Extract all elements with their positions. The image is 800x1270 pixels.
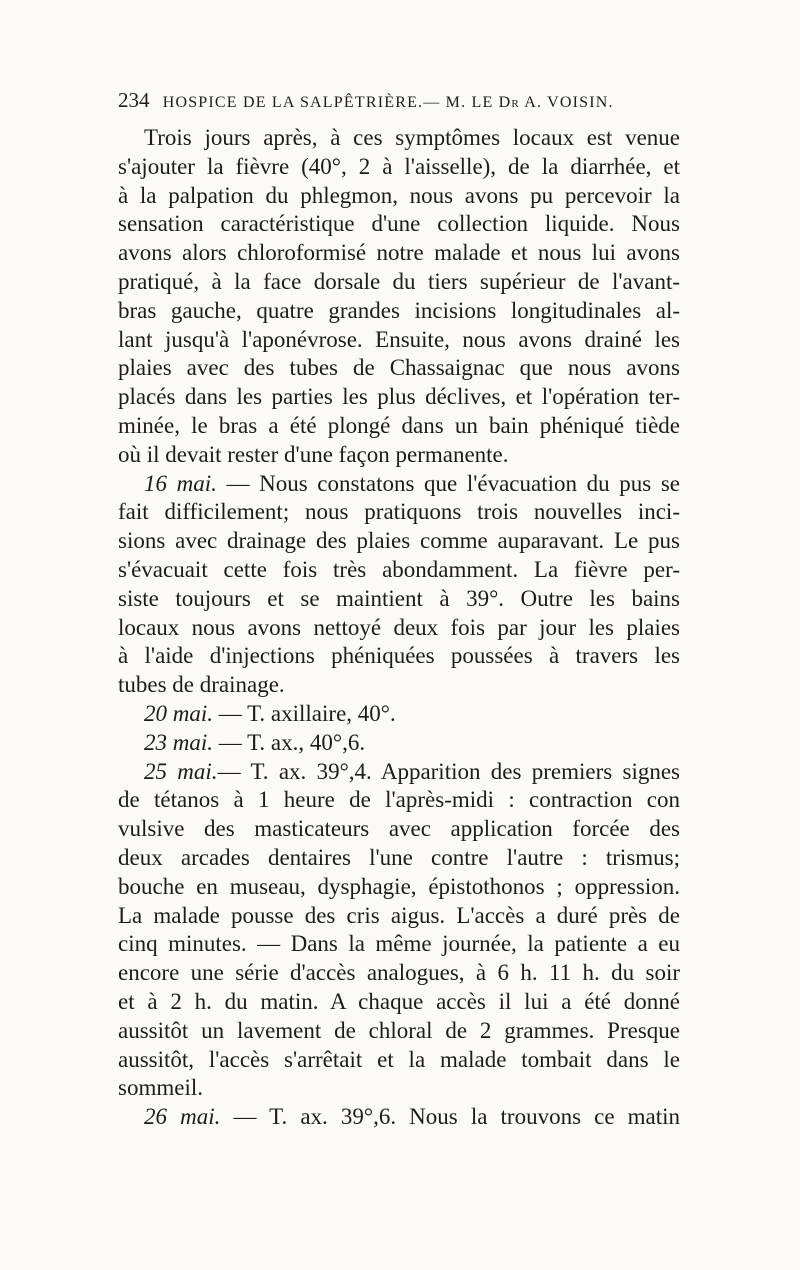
- line-text: sommeil.: [118, 1075, 203, 1101]
- entry-date: 26 mai.: [144, 1104, 221, 1130]
- line-text: fait difficilement; nous pratiquons trois nouvelles inci-: [118, 499, 680, 525]
- text-line: [118, 210, 680, 239]
- text-line: [118, 844, 680, 873]
- line-text: deux arcades dentaires l'une contre l'autre : trismus;: [118, 844, 680, 870]
- text-line: [118, 988, 680, 1017]
- line-text: — T. ax. 39°,6. Nous la trouvons ce matin: [220, 1104, 681, 1130]
- text-line: [118, 1046, 680, 1075]
- page-number: 234: [118, 88, 150, 112]
- text-line: [118, 786, 680, 815]
- dated-entry-line: [118, 729, 680, 758]
- entry-date: 16 mai.: [144, 470, 217, 496]
- text-line: [118, 153, 680, 182]
- text-line: [118, 556, 680, 585]
- text-line: [118, 527, 680, 556]
- line-text: où il devait rester d'une façon permanente.: [118, 441, 509, 467]
- text-line: [118, 268, 680, 297]
- line-text: pratiqué, à la face dorsale du tiers supérieur de l'avant-: [118, 268, 680, 294]
- line-text: La malade pousse des cris aigus. L'accès a duré près de: [118, 902, 680, 928]
- line-text: vulsive des masticateurs avec application forcée des: [118, 816, 680, 842]
- line-text: bras gauche, quatre grandes incisions longitudinales al-: [118, 297, 680, 323]
- text-line: [118, 498, 680, 527]
- text-line: [118, 815, 680, 844]
- dated-entry-line: [118, 758, 680, 787]
- running-title: HOSPICE DE LA SALPÊTRIÈRE.— M. LE Dr A. VOISIN.: [162, 94, 614, 111]
- text-line: [118, 642, 680, 671]
- line-text: minée, le bras a été plongé dans un bain phéniqué tiède: [118, 412, 680, 438]
- entry-date: 25 mai.: [144, 758, 218, 784]
- line-text: avons alors chloroformisé notre malade et nous lui avons: [118, 240, 680, 266]
- line-text: à la palpation du phlegmon, nous avons pu percevoir la: [118, 182, 680, 208]
- entry-date: 23 mai.: [144, 729, 213, 755]
- dated-entry-line: [118, 470, 680, 499]
- text-line: [118, 585, 680, 614]
- body-text: [118, 124, 680, 1132]
- line-text: sions avec drainage des plaies comme auparavant. Le pus: [118, 528, 680, 554]
- dated-entry-line: [118, 1103, 680, 1132]
- line-text: Trois jours après, à ces symptômes locaux est venue: [144, 125, 680, 150]
- line-text: — T. ax., 40°,6.: [213, 729, 366, 755]
- text-line: [118, 873, 680, 902]
- line-text: encore une série d'accès analogues, à 6 h. 11 h. du soir: [118, 960, 680, 986]
- dated-entry-line: [118, 700, 680, 729]
- text-line: [118, 1017, 680, 1046]
- line-text: tubes de drainage.: [118, 672, 285, 698]
- line-text: de tétanos à 1 heure de l'après-midi : contraction con: [118, 787, 680, 813]
- line-text: — T. ax. 39°,4. Apparition des premiers signes: [217, 758, 681, 784]
- entry-date: 20 mai.: [144, 700, 213, 726]
- text-line: [118, 297, 680, 326]
- text-line: [118, 354, 680, 383]
- line-text: siste toujours et se maintient à 39°. Outre les bains: [118, 585, 680, 611]
- text-line: [118, 441, 680, 470]
- text-line: [118, 671, 680, 700]
- text-line: [118, 239, 680, 268]
- text-line: [118, 326, 680, 355]
- running-header: [118, 88, 680, 113]
- line-text: cinq minutes. — Dans la même journée, la patiente a eu: [118, 931, 680, 957]
- line-text: et à 2 h. du matin. A chaque accès il lui a été donné: [118, 988, 680, 1014]
- line-text: — T. axillaire, 40°.: [213, 700, 396, 726]
- line-text: à l'aide d'injections phéniquées poussées à travers les: [118, 643, 680, 669]
- line-text: aussitôt, l'accès s'arrêtait et la malade tombait dans le: [118, 1046, 680, 1072]
- line-text: s'ajouter la fièvre (40°, 2 à l'aisselle), de la diarrhée, et: [118, 153, 680, 179]
- line-text: plaies avec des tubes de Chassaignac que nous avons: [118, 355, 680, 381]
- text-line: [118, 1074, 680, 1103]
- text-line: [118, 412, 680, 441]
- text-line: [118, 902, 680, 931]
- text-line: [118, 614, 680, 643]
- text-line: [118, 124, 680, 153]
- line-text: — Nous constatons que l'évacuation du pus se: [216, 470, 680, 496]
- text-line: [118, 930, 680, 959]
- text-line: [118, 182, 680, 211]
- text-line: [118, 383, 680, 412]
- line-text: locaux nous avons nettoyé deux fois par jour les plaies: [118, 614, 680, 640]
- line-text: bouche en museau, dysphagie, épistothonos ; oppression.: [118, 873, 680, 899]
- line-text: aussitôt un lavement de chloral de 2 grammes. Presque: [118, 1017, 680, 1043]
- line-text: placés dans les parties les plus déclives, et l'opération ter-: [118, 384, 680, 410]
- line-text: lant jusqu'à l'aponévrose. Ensuite, nous avons drainé les: [118, 326, 680, 352]
- line-text: s'évacuait cette fois très abondamment. La fièvre per-: [118, 556, 680, 582]
- line-text: sensation caractéristique d'une collection liquide. Nous: [118, 211, 680, 237]
- text-line: [118, 959, 680, 988]
